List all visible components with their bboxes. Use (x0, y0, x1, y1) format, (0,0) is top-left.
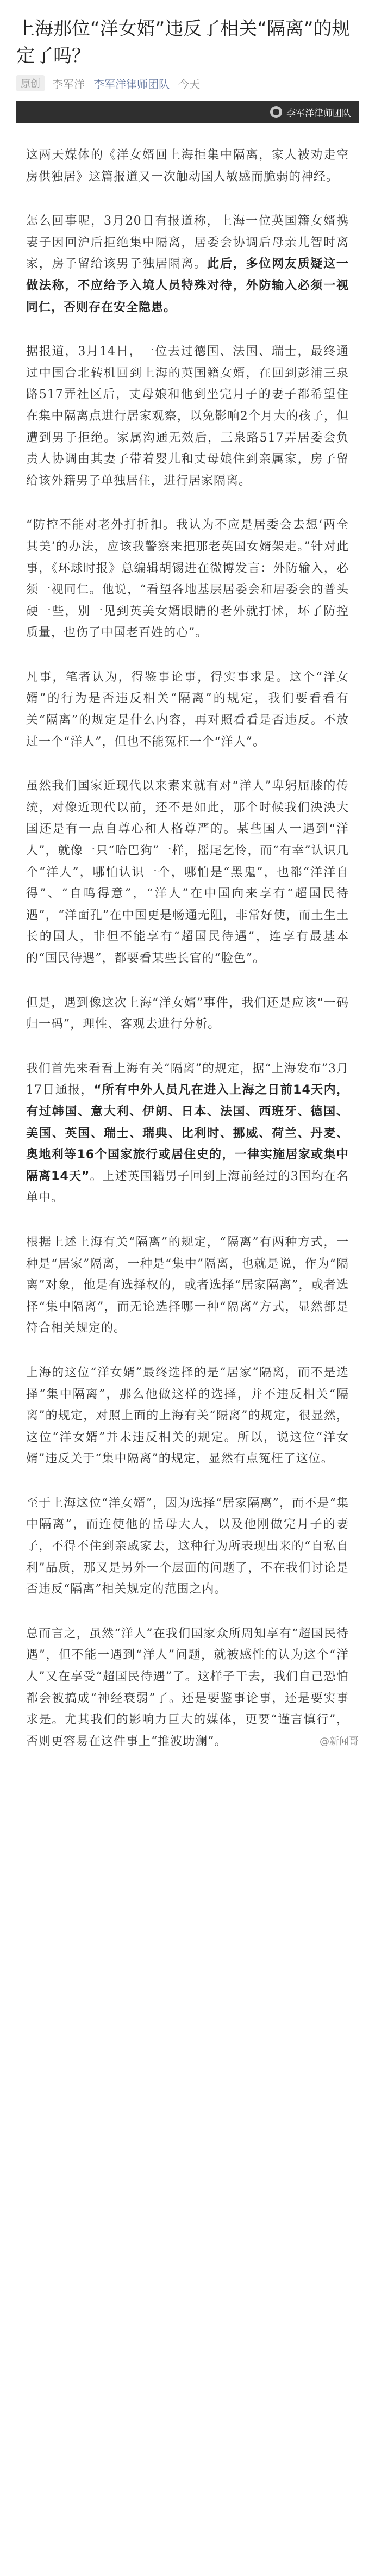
paragraph (26, 775, 349, 969)
publish-date: 今天 (178, 77, 200, 91)
paragraph (26, 145, 349, 188)
original-tag: 原创 (16, 75, 45, 91)
paragraph (26, 1058, 349, 1209)
text-run: 根据上述上海有关“隔离”的规定，“隔离”有两种方式，一种是“居家”隔离，一种是“集中”隔离，也就是说，作为“隔离”对象，他是有选择权的，或者选择“居家隔离”，或者选择“集中隔离”，而无论选择哪一种“隔离”方式，显然都是符合相关规定的。 (26, 1235, 349, 1336)
text-run: 凡事，笔者认为，得鉴事论事，得实事求是。这个“洋女婿”的行为是否违反相关“隔离”的规定，我们要看看有关“隔离”的规定是什么内容，再对照看看是否违反。不放过一个“洋人”，但也不能冤枉一个“洋人”。 (26, 670, 349, 749)
text-run: 至于上海这位“洋女婿”，因为选择“居家隔离”，而不是“集中隔离”，而连使他的岳母大人，以及他刚做完月子的妻子，不得不住到亲戚家去，这种行为所表现出来的“自私自利”品质，那又是另外一个层面的问题了，不在我们讨论是否违反“隔离”相关规定的范围之内。 (26, 1496, 349, 1597)
article-meta (0, 75, 375, 101)
text-run: 怎么回事呢，3月20日有报道称，上海一位英国籍女婿携妻子因回沪后拒绝集中隔离，居委会协调后母亲儿智时离家，房子留给该男子独居隔离。 (26, 214, 349, 271)
watermark: @新闻哥 (320, 1736, 359, 1748)
paragraph (26, 341, 349, 492)
bold-text: 此后，多位网友质疑这一做法称，不应给予入境人员特殊对待，外防输入必须一视同仁，否则存在安全隐患。 (26, 257, 349, 314)
paragraph (26, 1232, 349, 1339)
bold-text: “所有中外人员凡在进入上海之日前14天内，有过韩国、意大利、伊朗、日本、法国、西班牙、德国、美国、英国、瑞士、瑞典、比利时、挪威、荷兰、丹麦、奥地利等16个国家旅行或居住史的，一律实施居家或集中隔离14天” (26, 1083, 349, 1183)
text-run: 据报道，3月14日，一位去过德国、法国、瑞士，最终通过中国台北转机回到上海的英国籍女婿，在回到彭浦三泉路517弄社区后，丈母娘和他到坐完月子的妻子都希望住在集中隔离点进行居家观察，以免影响2个月大的孩子，但遭到男子拒绝。家属沟通无效后，三泉路517弄居委会负责人协调由其妻子带着婴儿和丈母娘住到亲属家，房子留给该外籍男子单独居住，进行居家隔离。 (26, 345, 349, 488)
paragraph (26, 514, 349, 644)
paragraph (26, 992, 349, 1035)
paragraph (26, 1493, 349, 1600)
paragraph (26, 210, 349, 318)
article-title: 上海那位“洋女婿”违反了相关“隔离”的规定了吗？ (16, 18, 351, 67)
author-name: 李军洋 (52, 77, 85, 91)
account-link[interactable]: 李军洋律师团队 (93, 77, 170, 91)
text-run: 。上述英国籍男子回到上海前经过的3国均在名单中。 (26, 1169, 349, 1205)
text-run: 但是，遇到像这次上海“洋女婿”事件，我们还是应该“一码归一码”，理性、客观去进行分析。 (26, 996, 349, 1032)
text-run: 虽然我们国家近现代以来素来就有对“洋人”卑躬屈膝的传统，对像近现代以前，还不是如此，那个时候我们泱泱大国还是有一点自尊心和人格尊严的。某些国人一遇到“洋人”，就像一只“哈巴狗”一样，摇尾乞怜，而“有幸”认识几个“洋人”，哪怕认识一个，哪怕是“黑鬼”，也都“洋洋自得”、“自鸣得意”，“洋人”在中国向来享有“超国民待遇”，“洋面孔”在中国更是畅通无阻，非常好使，而土生土长的国人，非但不能享有“超国民待遇”，连享有最基本的“国民待遇”，都要看某些长官的“脸色”。 (26, 779, 349, 965)
paragraph (26, 667, 349, 753)
text-run: “防控不能对老外打折扣。我认为不应是居委会去想‘两全其美’的办法，应该我警察来把那老英国女婿架走。”针对此事，《环球时报》总编辑胡锡进在微博发言：外防输入，必须一视同仁。他说，“看望各地基层居委会和居委会的普头硬一些，别一见到英美女婿眼睛的老外就打怵，坏了防控质量，也伤了中国老百姓的心”。 (26, 518, 349, 640)
logo-icon (270, 106, 282, 118)
article-body (0, 123, 375, 1752)
header-banner (16, 101, 359, 123)
text-run: 这两天媒体的《洋女婿回上海拒集中隔离，家人被劝走空房供独居》这篇报道又一次触动国人敏感而脆弱的神经。 (26, 148, 349, 184)
paragraph (26, 1623, 349, 1753)
banner-text: 李军洋律师团队 (286, 108, 351, 119)
text-run: 总而言之，虽然“洋人”在我们国家众所周知享有“超国民待遇”，但不能一遇到“洋人”问题，就被感性的认为这个“洋人”又在享受“超国民待遇”了。这样子干去，我们自己恐怕都会被搞成“神经衰弱”了。还是要鉴事论事，还是要实事求是。尤其我们的影响力巨大的媒体，更要“谨言慎行”，否则更容易在这件事上“推波助澜”。 (26, 1627, 349, 1748)
text-run: 上海的这位“洋女婿”最终选择的是“居家”隔离，而不是选择“集中隔离”，那么他做这样的选择，并不违反相关“隔离”的规定，对照上面的上海有关“隔离”的规定，很显然，这位“洋女婿”并未违反相关的规定。所以，说这位“洋女婿”违反关于“集中隔离”的规定，显然有点冤枉了这位。 (26, 1365, 349, 1466)
text-run: 我们首先来看看上海有关“隔离”的规定，据“上海发布”3月17日通报， (26, 1062, 349, 1097)
paragraph (26, 1362, 349, 1470)
